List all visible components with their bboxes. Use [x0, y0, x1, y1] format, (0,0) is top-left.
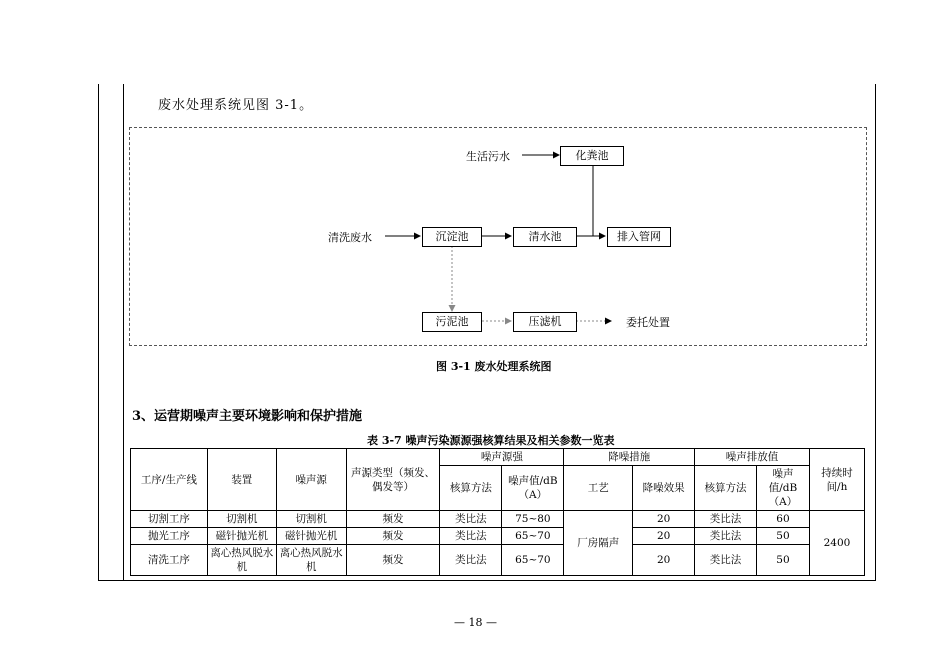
header-source-type: 声源类型（频发、偶发等）	[346, 449, 440, 511]
cell-type: 频发	[346, 511, 440, 528]
cell-process: 清洗工序	[131, 545, 208, 576]
cell-device: 切割机	[207, 511, 276, 528]
cell-source: 磁针抛光机	[276, 528, 346, 545]
node-clear-water-tank: 清水池	[513, 227, 577, 247]
cell-source: 离心热风脱水机	[276, 545, 346, 576]
page-number: — 18 —	[454, 616, 497, 629]
section-title: 3、运营期噪声主要环境影响和保护措施	[132, 409, 363, 424]
figure-caption: 图 3-1 废水处理系统图	[436, 360, 552, 373]
cell-method: 类比法	[440, 511, 502, 528]
header-source: 噪声源	[276, 449, 346, 511]
noise-table	[130, 448, 865, 576]
header-noise-value: 噪声值/dB（A）	[502, 466, 564, 511]
cell-value-2: 50	[757, 528, 810, 545]
cell-method: 类比法	[440, 528, 502, 545]
header-calc-method: 核算方法	[440, 466, 502, 511]
cell-process: 切割工序	[131, 511, 208, 528]
node-sludge-tank: 污泥池	[422, 312, 482, 332]
header-noise-value-2: 噪声值/dB（A）	[757, 466, 810, 511]
header-process: 工序/生产线	[131, 449, 208, 511]
cell-type: 频发	[346, 545, 440, 576]
cell-device: 离心热风脱水机	[207, 545, 276, 576]
header-emission: 噪声排放值	[695, 449, 810, 466]
cell-process: 抛光工序	[131, 528, 208, 545]
header-measures: 降噪措施	[564, 449, 695, 466]
cell-effect: 20	[633, 528, 695, 545]
cell-effect: 20	[633, 545, 695, 576]
cell-value: 75~80	[502, 511, 564, 528]
intro-text: 废水处理系统见图 3-1。	[158, 98, 314, 113]
header-effect: 降噪效果	[633, 466, 695, 511]
header-source-strength: 噪声源强	[440, 449, 564, 466]
table-title: 表 3-7 噪声污染源源强核算结果及相关参数一览表	[367, 434, 615, 447]
header-calc-method-2: 核算方法	[695, 466, 757, 511]
label-cleaning-wastewater: 清洗废水	[328, 231, 372, 244]
header-device: 装置	[207, 449, 276, 511]
table-row	[131, 528, 865, 545]
table-row	[131, 545, 865, 576]
cell-value: 65~70	[502, 545, 564, 576]
cell-value-2: 60	[757, 511, 810, 528]
node-septic-tank: 化粪池	[560, 146, 624, 166]
label-domestic-sewage: 生活污水	[466, 150, 510, 163]
cell-value: 65~70	[502, 528, 564, 545]
cell-method-2: 类比法	[695, 511, 757, 528]
header-craft: 工艺	[564, 466, 633, 511]
cell-method-2: 类比法	[695, 545, 757, 576]
label-entrusted-disposal: 委托处置	[626, 316, 670, 329]
cell-duration: 2400	[809, 511, 864, 576]
cell-device: 磁针抛光机	[207, 528, 276, 545]
node-filter-press: 压滤机	[513, 312, 577, 332]
table-row	[131, 511, 865, 528]
cell-craft: 厂房隔声	[564, 511, 633, 576]
cell-method: 类比法	[440, 545, 502, 576]
node-sedimentation-tank: 沉淀池	[422, 227, 482, 247]
cell-method-2: 类比法	[695, 528, 757, 545]
cell-effect: 20	[633, 511, 695, 528]
cell-type: 频发	[346, 528, 440, 545]
header-duration: 持续时间/h	[809, 449, 864, 511]
node-sewer-network: 排入管网	[607, 227, 671, 247]
cell-source: 切割机	[276, 511, 346, 528]
cell-value-2: 50	[757, 545, 810, 576]
